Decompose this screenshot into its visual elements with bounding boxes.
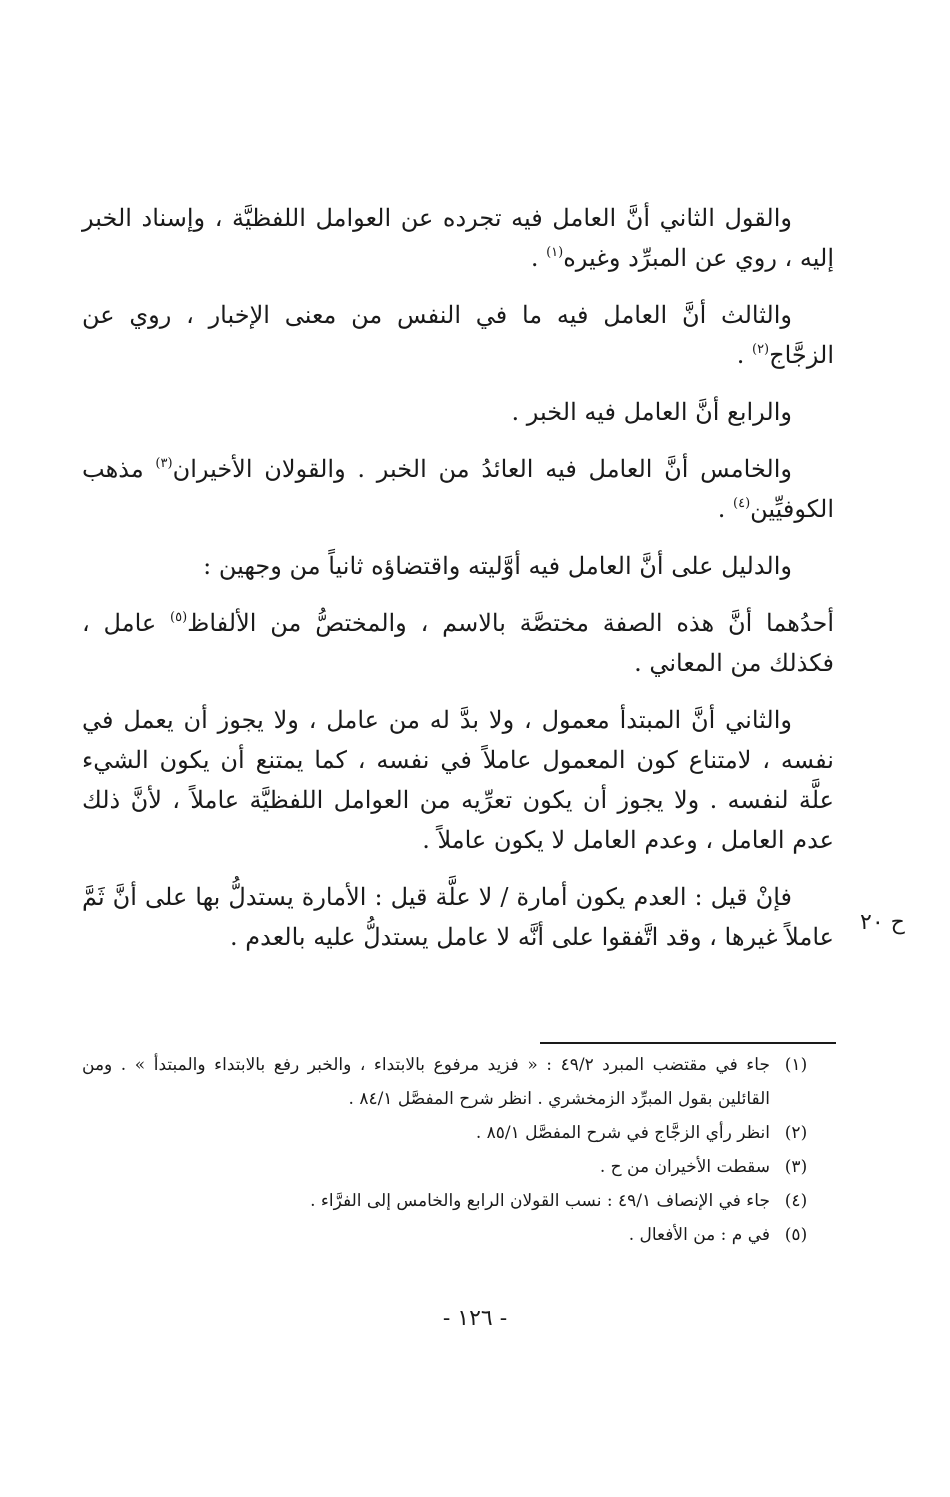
paragraph-text: والقول الثاني أنَّ العامل فيه تجرده عن العوامل اللفظيَّة ، وإسناد الخبر إليه ، روي عن المبرِّد وغيره <box>82 204 834 272</box>
paragraph-text: والثاني أنَّ المبتدأ معمول ، ولا بدَّ له من عامل ، ولا يجوز أن يعمل في نفسه ، لامتناع كون المعمول عاملاً في نفسه ، كما يمتنع أن يكون الشيء علَّة لنفسه . ولا يجوز أن يكون تعرِّيه من العوامل اللفظيَّة عاملاً ، لأنَّ ذلك عدم العامل ، وعدم العامل لا يكون عاملاً . <box>82 706 834 854</box>
footnote-item <box>82 1048 822 1116</box>
footnote-item <box>82 1218 822 1252</box>
footnote-number: (٥) <box>784 1225 808 1245</box>
paragraph-text: أحدُهما أنَّ هذه الصفة مختصَّة بالاسم ، والمختصُّ من الألفاظ <box>187 609 835 637</box>
paragraph-8 <box>82 877 834 957</box>
footnote-number: (٢) <box>784 1123 808 1143</box>
paragraph-text: فإنْ قيل : العدم يكون أمارة / لا علَّة قيل : الأمارة يستدلُّ بها على أنَّ ثَمَّ عاملاً غيرها ، وقد اتَّفقوا على أنَّه لا عامل يستدلُّ عليه بالعدم . <box>82 883 834 951</box>
footnote-ref-5[interactable]: (٥) <box>170 610 188 625</box>
footnote-item <box>82 1116 822 1150</box>
paragraph-7 <box>82 700 834 860</box>
footnote-ref-3[interactable]: (٣) <box>155 456 173 471</box>
paragraph-2: والثالث أنَّ العامل فيه ما في النفس من معنى الإخبار ، روي عن الزجَّاج$^{(٢)}$ . <box>82 301 834 369</box>
footnote-ref-1[interactable]: (١) <box>546 245 564 260</box>
footnote-text: جاء في مقتضب المبرد ٤٩/٢ : « فزيد مرفوع بالابتداء ، والخبر رفع بالابتداء والمبتدأ » . ومن القائلين بقول المبرِّد الزمخشري . انظر شرح المفصَّل ٨٤/١ . <box>82 1055 770 1109</box>
page-number: - ١٢٦ - <box>442 1306 508 1331</box>
footnote-item <box>82 1184 822 1218</box>
footnote-number: (٤) <box>784 1191 808 1211</box>
footnote-text: انظر رأي الزجَّاج في شرح المفصَّل ٨٥/١ . <box>475 1123 770 1143</box>
paragraph-text: والخامس أنَّ العامل فيه العائدُ من الخبر . والقولان الأخيران <box>172 455 793 483</box>
paragraph-text: والدليل على أنَّ العامل فيه أوَّليته واقتضاؤه ثانياً من وجهين : <box>203 552 792 580</box>
footnote-ref-4[interactable]: (٤) <box>733 496 751 511</box>
paragraph-3 <box>82 392 834 432</box>
footnote-text: في م : من الأفعال . <box>628 1225 770 1245</box>
paragraph-text: والرابع أنَّ العامل فيه الخبر . <box>511 398 792 426</box>
footnote-text: جاء في الإنصاف ٤٩/١ : نسب القولان الرابع والخامس إلى الفرَّاء . <box>310 1191 770 1211</box>
paragraph-5 <box>82 546 834 586</box>
footnote-ref-2[interactable]: (٢) <box>751 342 770 357</box>
paragraph-4: والخامس أنَّ العامل فيه العائدُ من الخبر . والقولان الأخيران$^{(٣)}$ مذهب الكوفيِّين$^{(٤)}$ . <box>82 455 834 523</box>
footnote-number: (٣) <box>784 1157 808 1177</box>
manuscript-margin-note: ح ٢٠ <box>860 910 905 935</box>
footnotes <box>82 1048 822 1252</box>
paragraph-1: والقول الثاني أنَّ العامل فيه تجرده عن العوامل اللفظيَّة ، وإسناد الخبر إليه ، روي عن المبرِّد وغيره$^{(١)}$ . <box>82 204 834 272</box>
paragraph-text: والثالث أنَّ العامل فيه ما في النفس من معنى الإخبار ، روي عن الزجَّاج <box>82 301 834 369</box>
footnote-number: (١) <box>784 1055 808 1075</box>
footnote-divider <box>540 1042 836 1044</box>
footnote-text: سقطت الأخيران من ح . <box>599 1157 770 1177</box>
footnote-item <box>82 1150 822 1184</box>
paragraph-6: أحدُهما أنَّ هذه الصفة مختصَّة بالاسم ، والمختصُّ من الألفاظ$^{(٥)}$ عامل ، فكذلك من المعاني . <box>82 609 835 677</box>
main-text <box>82 198 834 974</box>
